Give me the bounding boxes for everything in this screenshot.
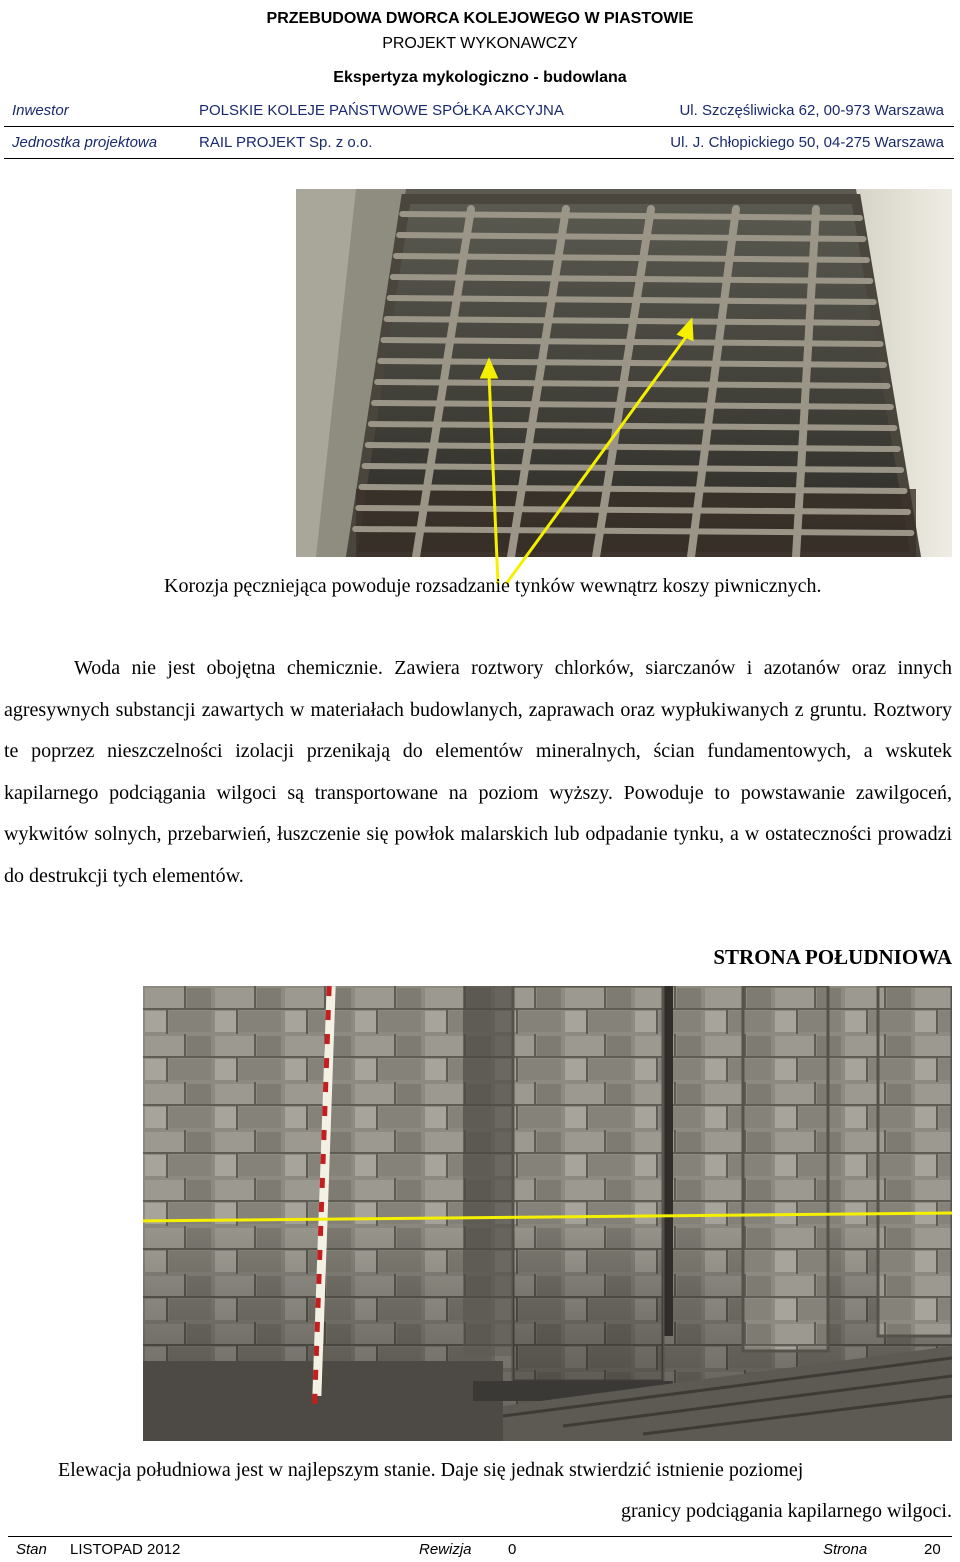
ruler-mark [323,1082,328,1092]
ruler-mark [315,1322,320,1332]
section-heading: STRONA POŁUDNIOWA [713,945,952,969]
document-subtitle: PROJEKT WYKONAWCZY [382,35,578,52]
footer-strona-label: Strona [823,1541,868,1558]
photo1-caption: Korozja pęczniejąca powoduje rozsadzanie tynków wewnątrz koszy piwnicznych. [164,575,822,597]
investor-name: POLSKIE KOLEJE PAŃSTWOWE SPÓŁKA AKCYJNA [199,102,564,119]
investor-row [12,102,944,124]
designer-name: RAIL PROJEKT Sp. z o.o. [199,134,373,151]
paragraph-text: Woda nie jest obojętna chemicznie. Zawiera roztwory chlorków, siarczanów i azotanów oraz innych agresywnych substancji zawartych w materiałach budowlanych, zaprawach oraz wypłukiwanych z gruntu. Roztwory te poprzez nieszczelności izolacji przenikają do elementów mineralnych, ścian fundamentowych, a wskutek kapilarnego podciągania wilgoci są transportowane na poziom wyższy. Powoduje to powstawanie zawilgoceń, wykwitów solnych, przebarwień, łuszczenie się powłok malarskich lub odpadanie tynku, a w ostateczności prowadzi do destrukcji tych elementów. [4,657,952,887]
footer-strona-value: 20 [924,1541,941,1558]
ruler-mark [319,1202,324,1212]
ruler-mark [325,1010,330,1020]
body-paragraph [4,648,952,897]
south-elevation-photo [143,986,952,1441]
ruler-mark [315,1298,320,1308]
ruler-mark [318,1226,323,1236]
document-title: PRZEBUDOWA DWORCA KOLEJOWEGO W PIASTOWIE [266,10,694,27]
ruler-mark [312,1394,317,1404]
footer-rewizja-label: Rewizja [419,1541,472,1558]
header-divider-bottom [4,158,954,159]
footer-divider [8,1536,952,1537]
ruler-mark [322,1106,327,1116]
photo2-caption-line1: Elewacja południowa jest w najlepszym stanie. Daje się jednak stwierdzić istnienie poziomej [58,1459,804,1481]
ruler-mark [320,1178,325,1188]
ruler-mark [320,1154,325,1164]
header-divider [4,126,954,127]
ruler-mark [326,986,331,996]
photo2-caption-line2: granicy podciągania kapilarnego wilgoci. [621,1500,952,1522]
investor-label: Inwestor [12,102,69,119]
ruler-mark [313,1370,318,1380]
ruler-mark [314,1346,319,1356]
ruler-mark [324,1058,329,1068]
footer-stan-label: Stan [16,1541,47,1558]
designer-address: Ul. J. Chłopickiego 50, 04-275 Warszawa [670,134,944,151]
document-type: Ekspertyza mykologiczno - budowlana [333,69,627,86]
ruler-mark [325,1034,330,1044]
ruler-mark [316,1274,321,1284]
investor-address: Ul. Szczęśliwicka 62, 00-973 Warszawa [679,102,944,119]
footer-stan-value: LISTOPAD 2012 [70,1541,181,1558]
annotation-arrows [296,189,952,589]
designer-row [12,134,944,156]
designer-label: Jednostka projektowa [12,134,158,151]
footer-rewizja-value: 0 [508,1541,517,1558]
ruler-mark [317,1250,322,1260]
ruler-mark [321,1130,326,1140]
footer [16,1541,946,1561]
